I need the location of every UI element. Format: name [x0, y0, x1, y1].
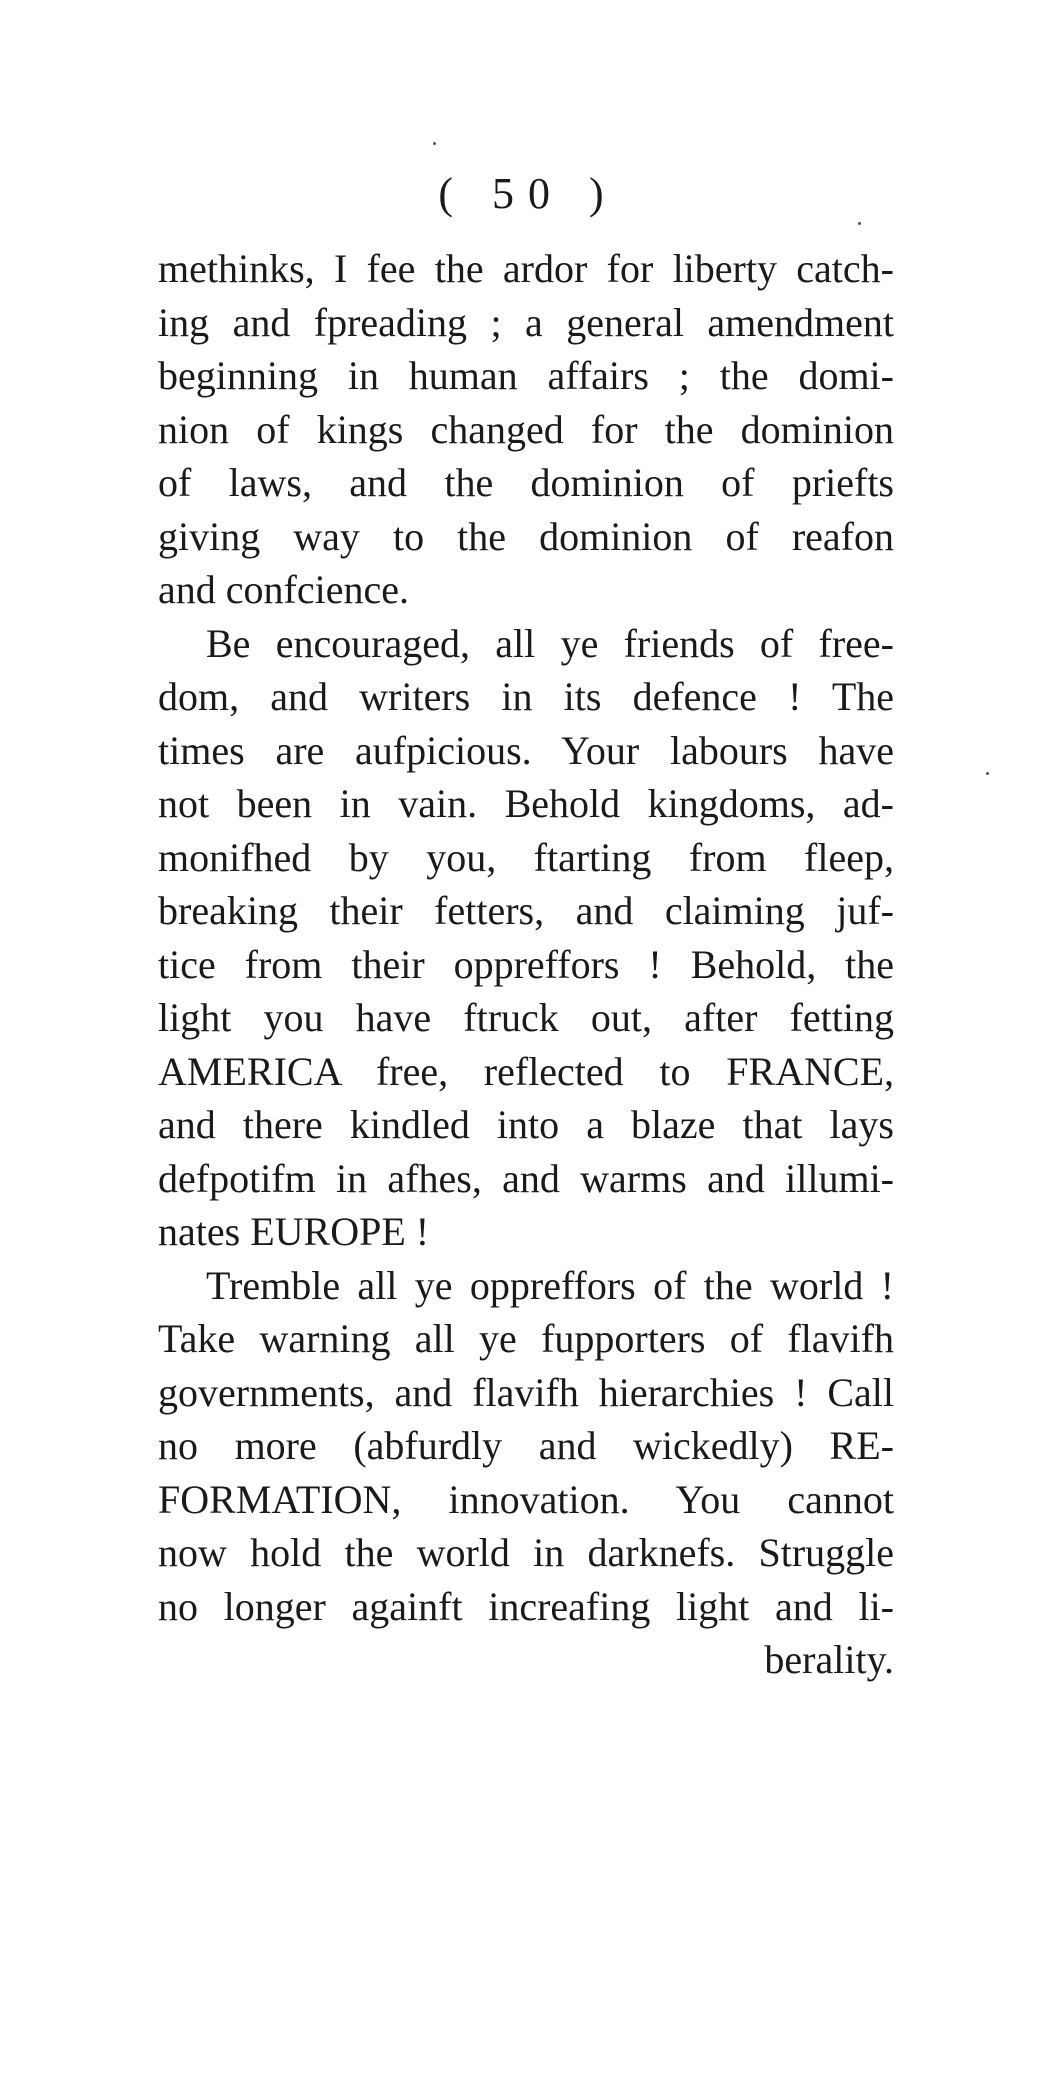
page-number: ( 50 )	[438, 169, 618, 218]
text-line: times are aufpicious. Your labours have	[158, 727, 894, 773]
text-line: nates EUROPE !	[158, 1209, 430, 1254]
text-line: breaking their fetters, and claiming juf-	[158, 888, 894, 933]
text-line: ing and fpreading ; a general amendment	[158, 299, 894, 345]
text-line: AMERICA free, reflected to FRANCE,	[158, 1048, 894, 1094]
text-line: and confcience.	[158, 567, 409, 612]
text-line: and there kindled into a blaze that lays	[158, 1102, 894, 1147]
text-line: now hold the world in darknefs. Struggle	[158, 1530, 894, 1575]
text-line: of laws, and the dominion of priefts	[158, 460, 894, 505]
text-line: monifhed by you, ftarting from fleep,	[158, 834, 894, 880]
text-line: defpotifm in afhes, and warms and illumi-	[158, 1155, 894, 1201]
text-line: FORMATION, innovation. You cannot	[158, 1476, 894, 1522]
ink-speck	[433, 142, 436, 145]
text-line: no more (abfurdly and wickedly) RE-	[158, 1423, 894, 1468]
text-line: methinks, I fee the ardor for liberty catch-	[158, 246, 894, 291]
paragraph-start: Tremble all ye oppreffors of the world !	[206, 1262, 894, 1308]
text-line: tice from their oppreffors ! Behold, the	[158, 941, 894, 987]
ink-speck	[986, 772, 989, 775]
ink-speck	[858, 222, 861, 225]
text-line: dom, and writers in its defence ! The	[158, 674, 894, 719]
body-text	[158, 242, 894, 1687]
text-line: not been in vain. Behold kingdoms, ad-	[158, 781, 894, 826]
text-line: giving way to the dominion of reafon	[158, 513, 894, 559]
paragraph-start: Be encouraged, all ye friends of free-	[206, 620, 894, 666]
text-line: Take warning all ye fupporters of flavifh	[158, 1316, 894, 1361]
text-line: governments, and flavifh hierarchies ! Call	[158, 1369, 894, 1415]
catchword: berality.	[764, 1637, 894, 1682]
text-line: no longer againft increafing light and li-	[158, 1583, 894, 1629]
text-line: beginning in human affairs ; the domi-	[158, 353, 894, 398]
text-line: light you have ftruck out, after fetting	[158, 995, 894, 1040]
text-line: nion of kings changed for the dominion	[158, 406, 894, 452]
